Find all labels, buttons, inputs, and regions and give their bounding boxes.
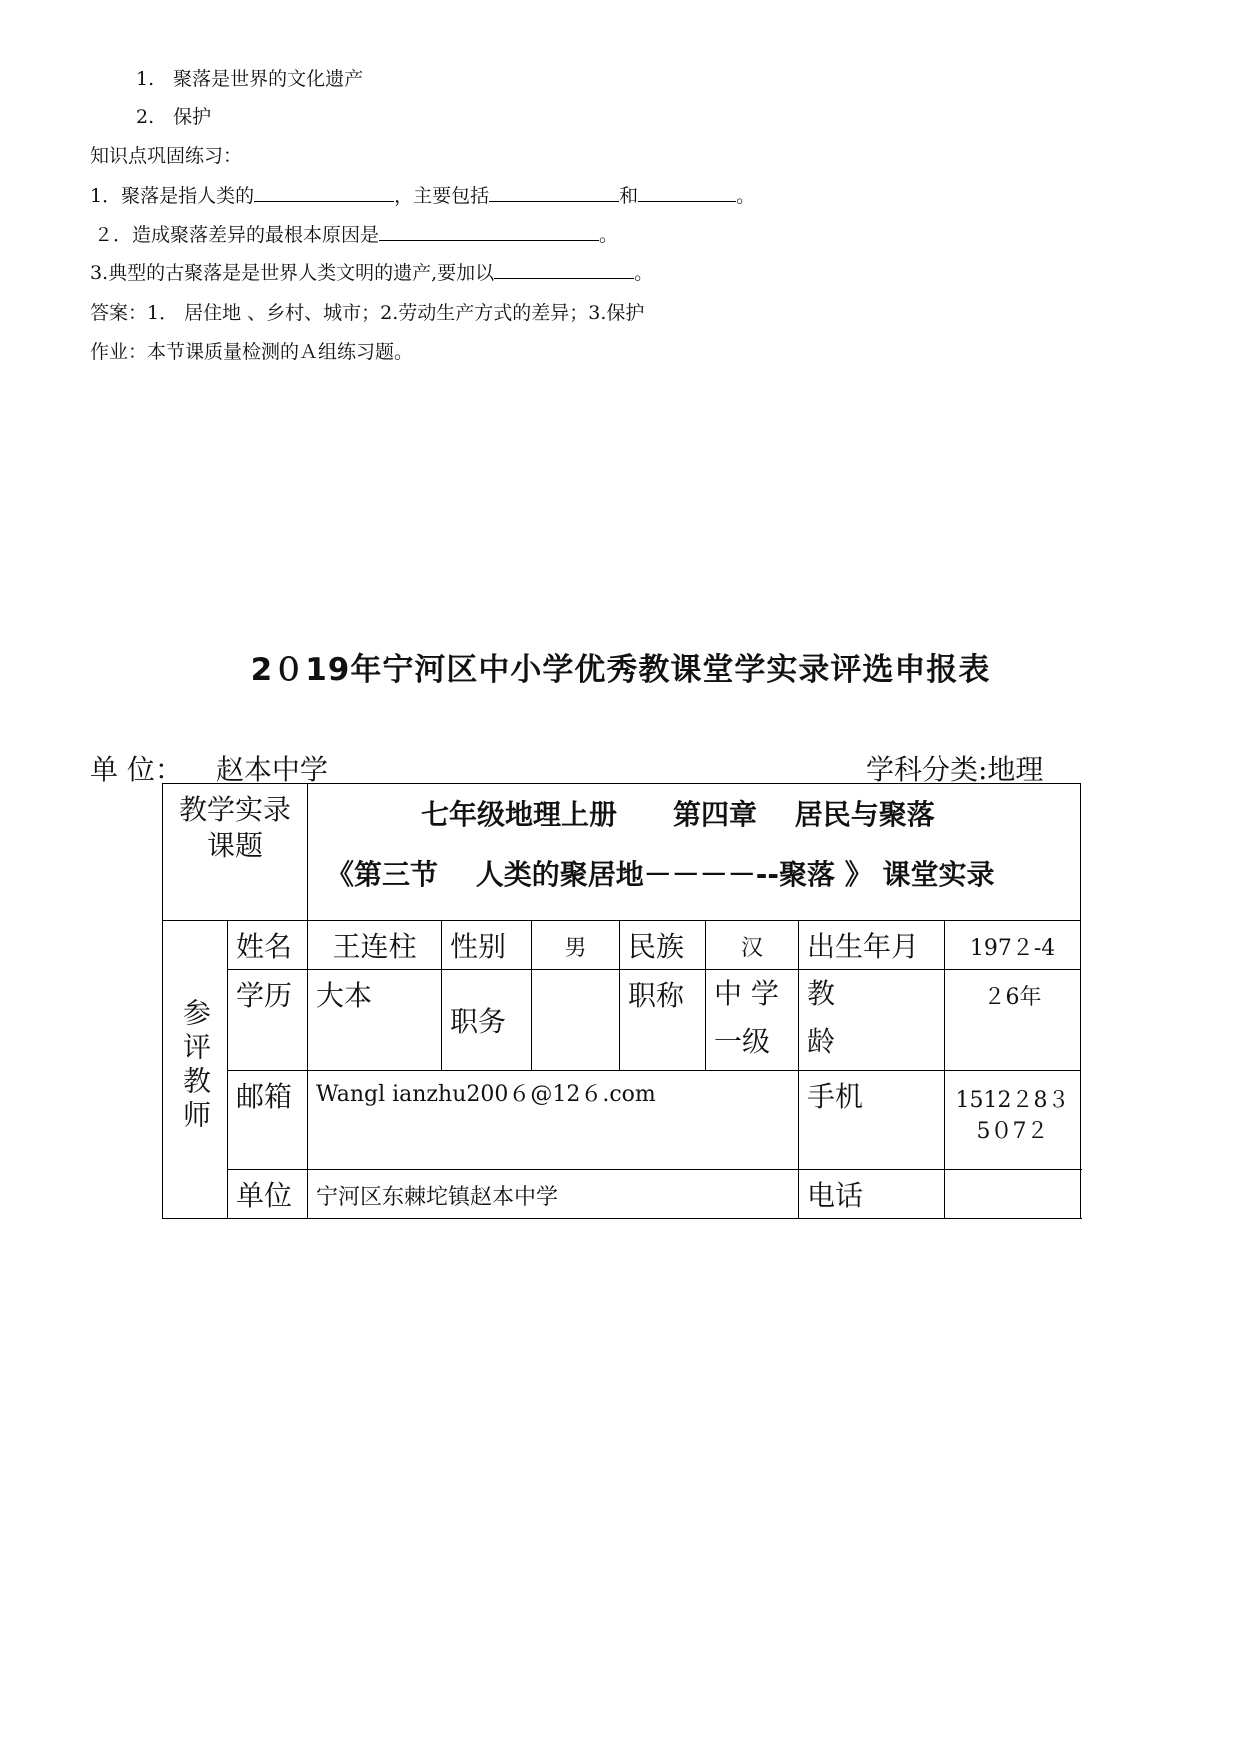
unit-value: 赵本中学 [215,753,328,786]
workplace-value: 宁河区东棘坨镇赵本中学 [308,1170,799,1219]
teach-age-value: ２6年 [945,970,1081,1071]
workplace-label: 单位 [228,1170,308,1219]
education-label: 学历 [228,970,308,1071]
homework: 作业：本节课质量检测的Ａ组练习题。 [90,341,414,363]
question-1-text-b: ，主要包括 [394,185,490,207]
question-1 [90,183,755,209]
teacher-label-cell [163,921,228,1219]
title-label: 职称 [620,970,706,1071]
question-1-text-a: 1．聚落是指人类的 [90,185,255,207]
unit-row [90,748,328,788]
list-item-2: 2. 保护 [136,106,212,128]
education-value: 大本 [308,970,442,1071]
question-2-text-b: 。 [599,224,619,246]
subject-category: 学科分类:地理 [866,753,1044,786]
question-3-text-b: 。 [634,262,654,284]
position-label: 职务 [442,970,532,1071]
question-2 [94,222,618,248]
teach-age-label: 教 龄 [799,970,945,1071]
title-value: 中 学一级 [706,970,799,1071]
question-3 [90,260,653,286]
birth-label: 出生年月 [799,921,945,970]
phone-value [945,1170,1081,1219]
unit-label: 单 位： [90,753,183,786]
answer-blank [254,183,394,202]
mobile-value: 1512２8３ 5０7２ [945,1071,1081,1170]
position-value [532,970,620,1071]
question-1-text-d: 。 [736,185,756,207]
answer-key: 答案：1． 居住地 、乡村、城市；2.劳动生产方式的差异；3.保护 [90,302,645,324]
answer-blank [638,183,736,202]
topic-line-1: 七年级地理上册 第四章 居民与聚落 [421,798,935,831]
list-item-1: 1. 聚落是世界的文化遗产 [136,68,364,90]
teacher-label: 参评教师 [179,998,212,1134]
question-3-text-a: 3.典型的古聚落是是世界人类文明的遗产,要加以 [90,262,495,284]
phone-label: 电话 [799,1170,945,1219]
topic-line-2: 《第三节 人类的聚居地－－－－--聚落 》 课堂实录 [326,858,995,891]
question-1-text-c: 和 [619,185,639,207]
gender-value: 男 [532,921,620,970]
birth-value: 197２-4 [945,921,1081,970]
practice-heading: 知识点巩固练习： [90,145,243,167]
gender-label: 性别 [442,921,532,970]
application-form-table [162,783,1081,1219]
question-2-text-a: ２．造成聚落差异的最根本原因是 [94,224,380,246]
topic-label: 教学实录课题 [163,784,308,921]
mobile-label: 手机 [799,1071,945,1170]
ethnicity-label: 民族 [620,921,706,970]
answer-blank [489,183,619,202]
form-title: 2０19年宁河区中小学优秀教课堂学实录评选申报表 [250,652,991,688]
email-label: 邮箱 [228,1071,308,1170]
answer-blank [379,222,599,241]
ethnicity-value: 汉 [706,921,799,970]
topic-cell [308,784,1081,921]
answer-blank [494,260,634,279]
name-value: 王连柱 [308,921,442,970]
email-value: Wangl ianzhu200６@12６.com [308,1071,799,1170]
name-label: 姓名 [228,921,308,970]
